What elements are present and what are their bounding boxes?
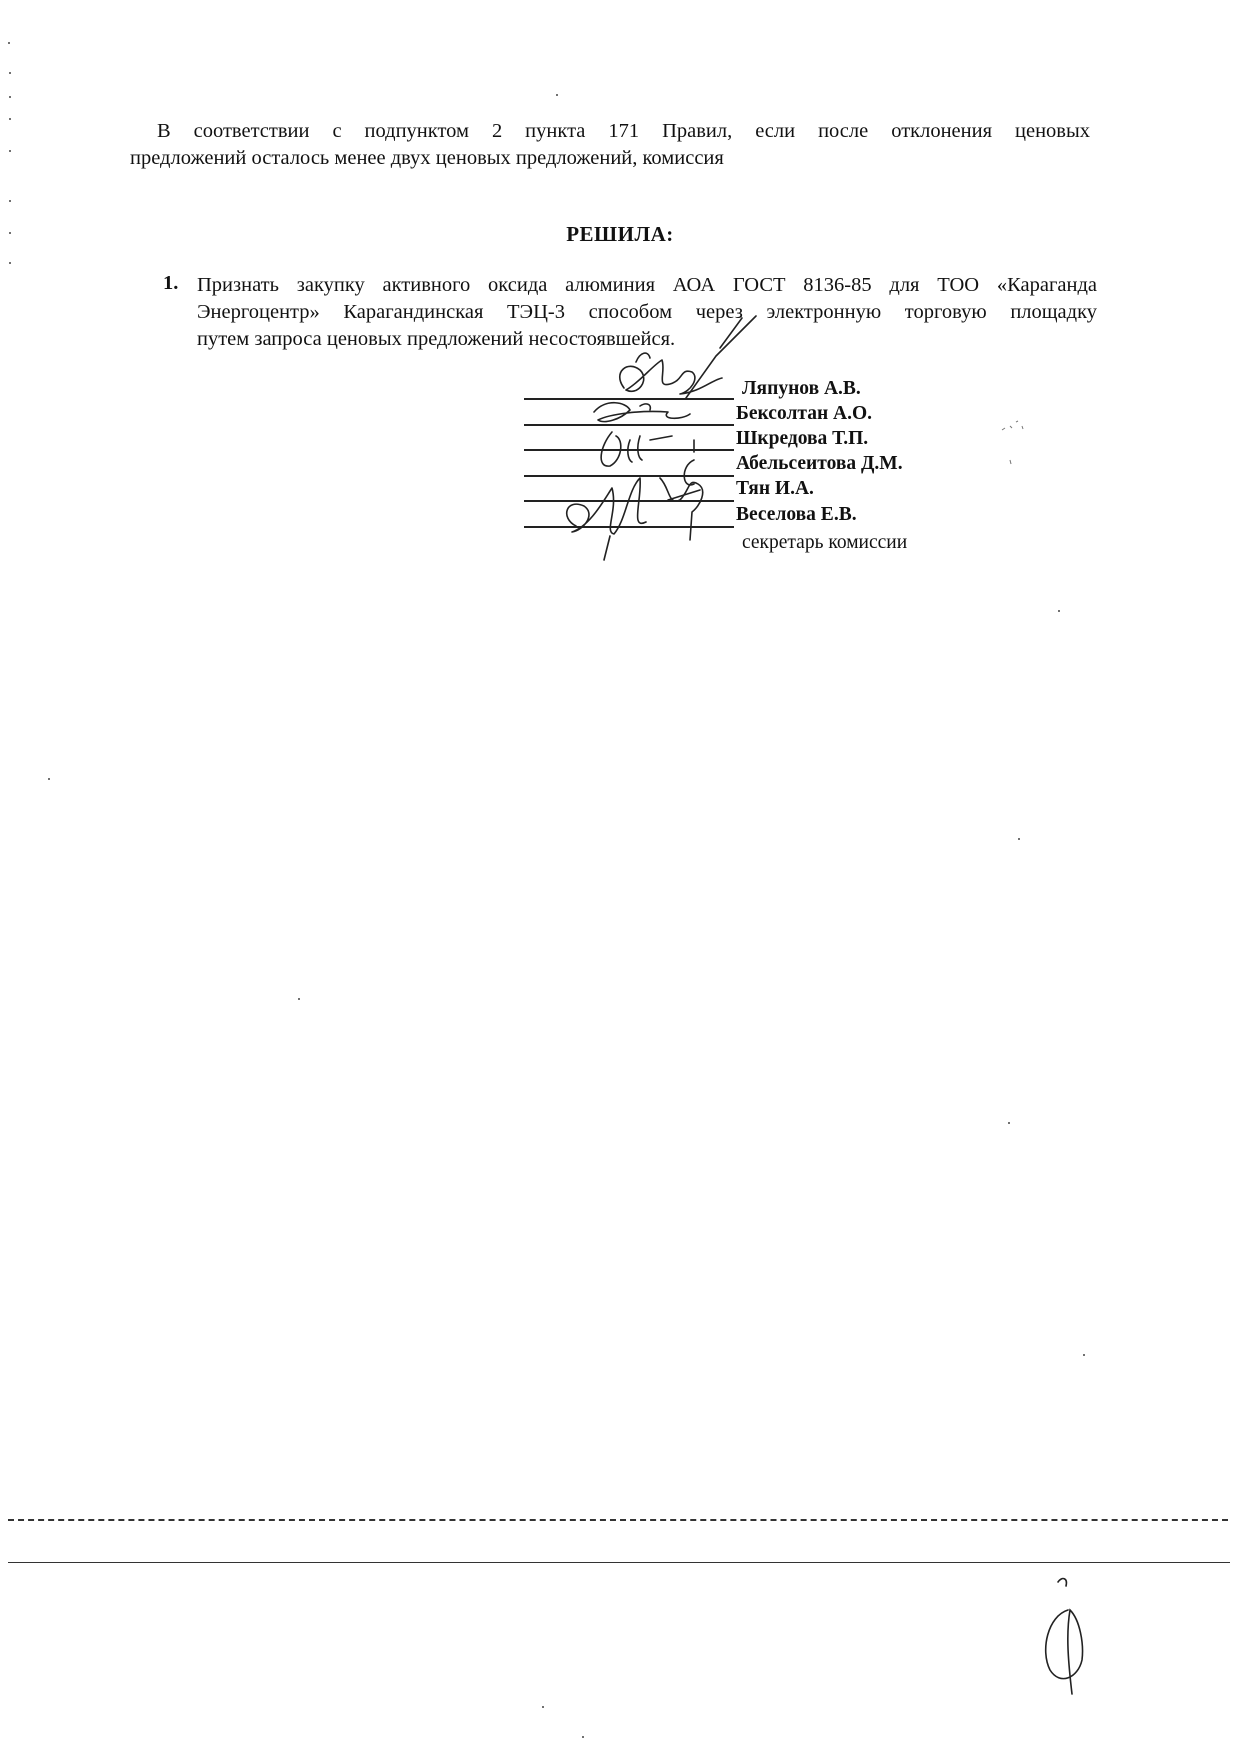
secretary-role: секретарь комиссии bbox=[742, 532, 908, 553]
decision-item-number: 1. bbox=[163, 272, 179, 294]
signatory-name: Ляпунов А.В. bbox=[742, 378, 861, 399]
decision-heading: РЕШИЛА: bbox=[566, 222, 674, 246]
decision-line-2: Энергоцентр» Карагандинская ТЭЦ-3 способом через электронную торговую площадку bbox=[197, 301, 1097, 323]
decision-line-3: путем запроса ценовых предложений несостоявшейся. bbox=[197, 328, 676, 350]
decision-line-1: Признать закупку активного оксида алюминия АОА ГОСТ 8136-85 для ТОО «Караганда bbox=[197, 274, 1097, 296]
signatory-name: Веселова Е.В. bbox=[736, 504, 857, 525]
signatory-name: Шкредова Т.П. bbox=[736, 428, 869, 449]
signatory-name: Тян И.А. bbox=[736, 478, 814, 499]
signatory-name: Бексолтан А.О. bbox=[736, 403, 873, 424]
opening-paragraph-line-1: В соответствии с подпунктом 2 пункта 171 Правил, если после отклонения ценовых bbox=[157, 120, 1090, 142]
opening-paragraph-line-2: предложений осталось менее двух ценовых предложений, комиссия bbox=[130, 147, 724, 169]
footer-solid-rule bbox=[8, 1562, 1230, 1563]
footer-dashed-rule bbox=[8, 1519, 1228, 1521]
signatory-name: Абельсеитова Д.М. bbox=[736, 453, 903, 474]
